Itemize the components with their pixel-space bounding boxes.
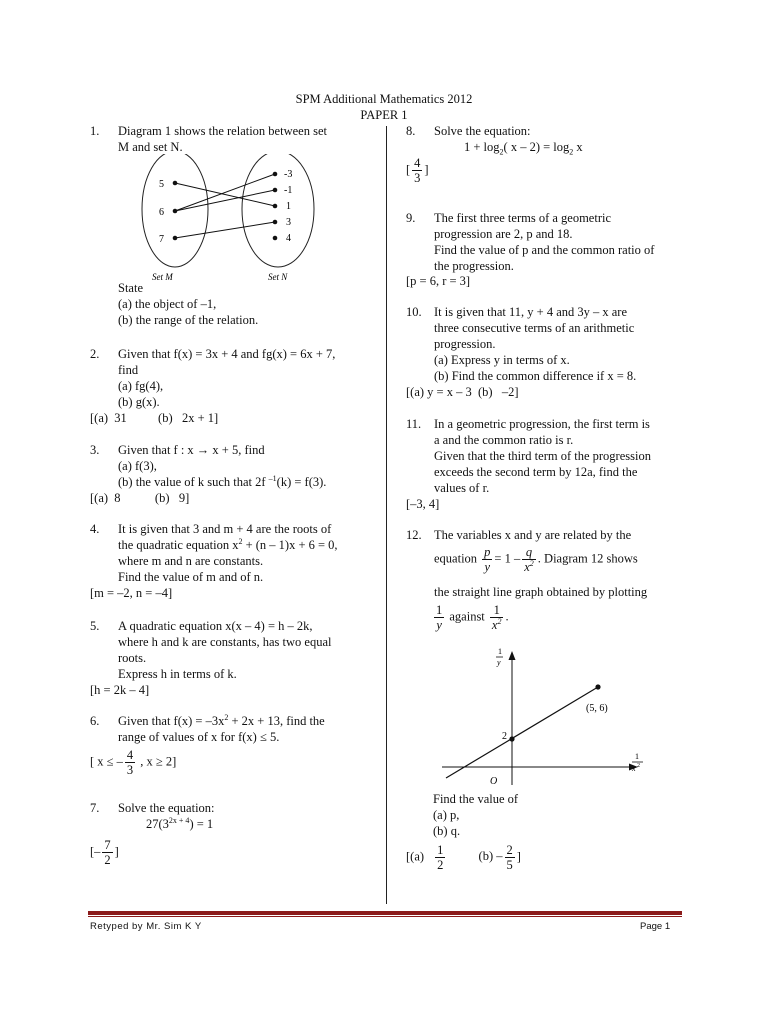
question-text: values of r. [434,481,490,495]
question-part: (a) f(3), [118,459,157,473]
question-text: where h and k are constants, has two equal [118,635,332,649]
x-axis-label-numerator: 1 [635,752,639,761]
question-text: the quadratic equation $x^2 + (n - 1)x + 6 = 0$, [118,536,338,552]
y-axis-label-denominator: y [497,658,501,667]
relation-diagram [140,154,320,284]
y-intercept-label: 2 [502,731,507,742]
set-n-element: 4 [286,233,291,244]
question-number: 1. [90,124,100,138]
set-m-element: 6 [159,207,164,218]
equation: equation $\frac{p}{y}$ = 1 – $\frac{q}{x^2}$ . Diagram 12 shows [434,545,638,574]
set-m-label: Set M [152,272,173,282]
question-text: M and set N. [118,140,183,154]
question-text: a and the common ratio is r. [434,433,574,447]
question-text: It is given that 3 and m + 4 are the roots of [118,522,332,536]
question-text: The first three terms of a geometric [434,211,612,225]
set-n-element: 3 [286,217,291,228]
question-part: (a) Express y in terms of x. [434,353,570,367]
question-number: 5. [90,619,100,633]
straight-line-graph [432,645,652,790]
question-12-parts [433,791,518,839]
question-part: (b) the value of k such that 2f $^{-1}$(k) = f(3). [118,473,327,489]
answer: [–3, 4] [406,497,440,511]
question-number: 9. [406,211,416,225]
intercept-point [509,736,514,741]
question-part: (b) q. [433,824,461,838]
question-text: State [118,281,143,295]
answer: [(a) 8 (b) 9] [90,491,190,505]
answer: [h = 2k – 4] [90,683,150,697]
graph-line [446,687,598,778]
question-text: roots. [118,651,147,665]
question-number: 7. [90,801,100,815]
set-n-label: Set N [268,272,288,282]
question-text: Solve the equation: [118,801,215,815]
point [273,236,278,241]
question-number: 6. [90,714,100,728]
x-axis-label-denominator: x [632,764,636,773]
question-number: 10. [406,305,422,319]
answer: [m = –2, n = –4] [90,586,173,600]
set-n-element: -1 [284,185,293,196]
paper-label: PAPER 1 [360,108,408,122]
question-text: the straight line graph obtained by plotting [434,585,648,599]
question-text: progression. [434,337,496,351]
question-text: Solve the equation: [434,124,531,138]
answer: [ x ≤ – $\frac{4}{3}$ , x ≥ 2] [90,748,177,777]
data-point [595,684,600,689]
question-part: (b) Find the common difference if x = 8. [434,369,637,383]
question-text: exceeds the second term by 12a, find the [434,465,638,479]
x-axis-label-exponent: 2 [637,763,640,769]
answer: [(a) 31 (b) 2x + 1] [90,411,219,425]
question-part: (b) g(x). [118,395,160,409]
question-part: (b) the range of the relation. [118,313,259,327]
question-text: $\frac{1}{y}$ against $\frac{1}{x^2}$ . [436,603,509,632]
question-text: Express h in terms of k. [118,667,237,681]
question-number: 12. [406,528,422,542]
question-number: 8. [406,124,416,138]
question-part: (a) the object of –1, [118,297,217,311]
mapping-arrow [175,174,275,211]
question-text: three consecutive terms of an arithmetic [434,321,635,335]
question-text: Find the value of p and the common ratio of [434,243,655,257]
question-text: Given that the third term of the progression [434,449,651,463]
question-part: (a) fg(4), [118,379,164,393]
point-label: (5, 6) [586,703,608,714]
question-text: The variables x and y are related by the [434,528,632,542]
mapping-arrow [175,222,275,238]
question-text: In a geometric progression, the first term is [434,417,650,431]
page-number: Page 1 [640,921,671,932]
question-text: Given that $f(x) = -3x^2 + 2x + 13$, find the [118,712,325,728]
set-n-element: -3 [284,169,293,180]
answer: [p = 6, r = 3] [406,274,471,288]
answer: [ $\frac{4}{3}$ ] [406,156,429,185]
question-text: A quadratic equation x(x – 4) = h – 2k, [118,619,313,633]
document-title: SPM Additional Mathematics 2012 [295,92,473,106]
question-part: (a) p, [433,808,460,822]
question-text: Given that f : x → x + 5, find [118,443,265,457]
question-text: the progression. [434,259,514,273]
equation: $1 + \log_2$( $x - 2) = \log_2 x$ [464,140,583,157]
set-m-element: 5 [159,179,164,190]
question-number: 4. [90,522,100,536]
question-text: where m and n are constants. [118,554,264,568]
y-axis-label-numerator: 1 [498,647,502,656]
question-text: range of values of x for f(x) ≤ 5. [118,730,280,744]
answer: [(a) y = x – 3 (b) –2] [406,385,519,399]
origin-label: O [490,776,498,787]
set-n-ellipse [242,154,314,267]
question-number: 11. [406,417,422,431]
question-text: Find the value of [433,792,519,806]
equation: $27(3^{2x + 4}) = 1$ [146,815,214,831]
question-text: Given that f(x) = 3x + 4 and fg(x) = 6x + 7, [118,347,336,361]
answer: [– $\frac{7}{2}$ ] [90,838,119,867]
question-text: Find the value of m and of n. [118,570,264,584]
question-text: It is given that 11, y + 4 and 3y – x are [434,305,628,319]
footer-rule [88,911,682,915]
mapping-arrow [175,183,275,206]
question-1-parts [118,280,258,328]
question-number: 2. [90,347,100,361]
column-divider [386,126,387,904]
question-text: find [118,363,139,377]
footer-credit: Retyped by Mr. Sim K Y [90,921,202,932]
answer: [(a) $\frac{1}{2}$ (b) – $\frac{2}{5}$ ] [406,843,521,872]
set-n-element: 1 [286,201,291,212]
footer-rule-thin [88,916,682,917]
mapping-arrow [175,190,275,211]
y-axis-arrow-icon [509,651,516,660]
question-text: Diagram 1 shows the relation between set [118,124,327,138]
question-text: progression are 2, p and 18. [434,227,573,241]
question-number: 3. [90,443,100,457]
set-m-element: 7 [159,234,164,245]
